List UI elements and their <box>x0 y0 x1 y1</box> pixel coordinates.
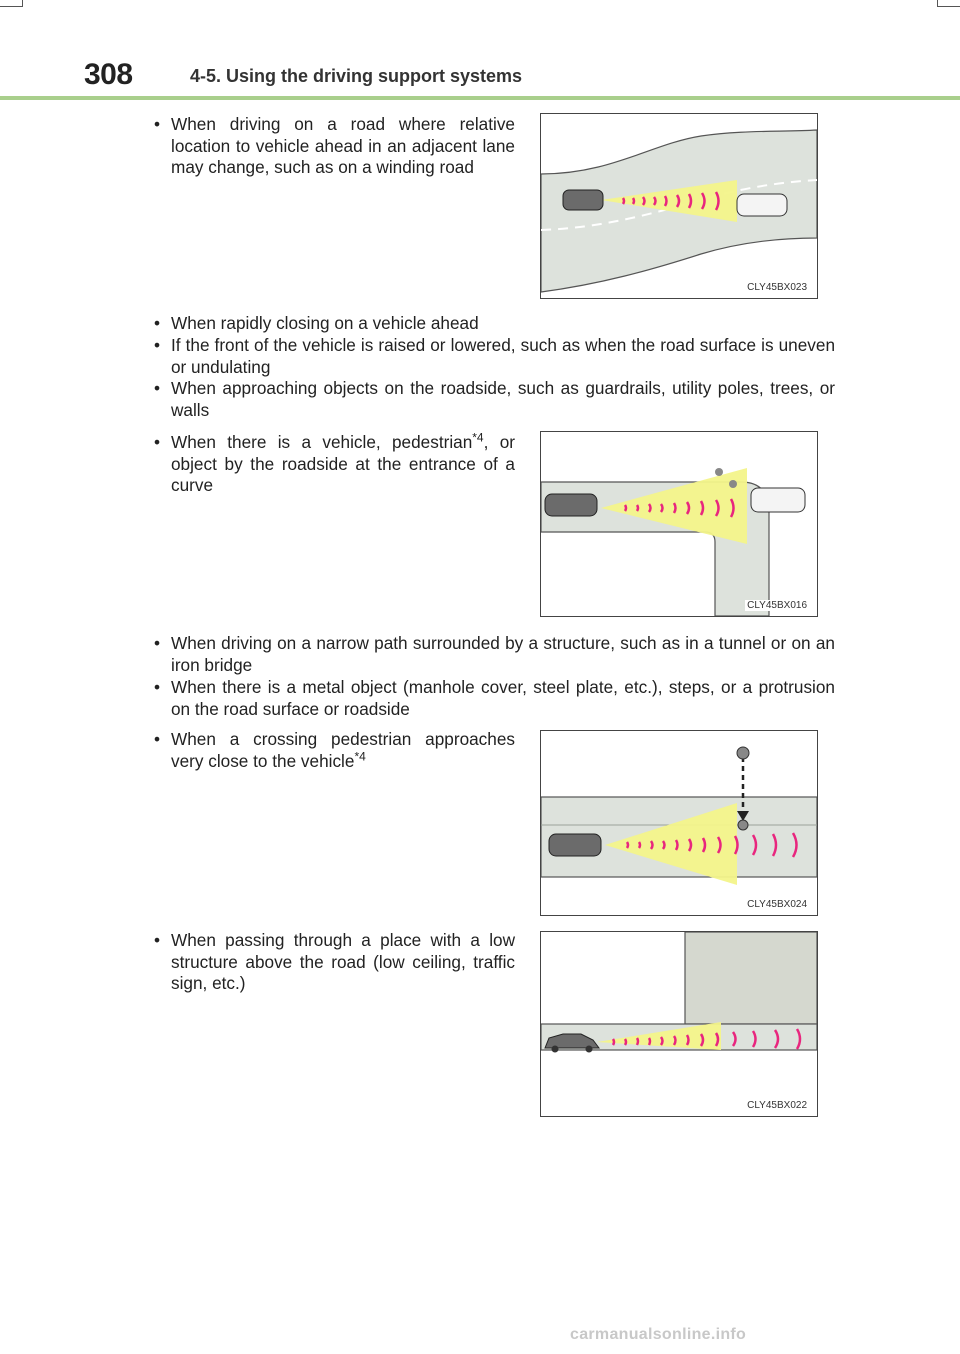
bullet: • <box>154 114 161 134</box>
bullet: • <box>154 633 161 653</box>
list-item-front-raised <box>154 335 835 378</box>
header-rule <box>0 96 960 100</box>
section-title: 4-5. Using the driving support systems <box>190 66 523 86</box>
list-item-curve-entrance <box>154 430 515 497</box>
vehicle-ahead <box>751 488 805 512</box>
bullet: • <box>154 335 161 355</box>
bullet: • <box>154 729 161 749</box>
list-item-low-structure <box>154 930 515 995</box>
list-item-rapid-closing <box>154 313 835 335</box>
list-item-crossing-pedestrian <box>154 729 515 772</box>
own-vehicle <box>545 494 597 516</box>
pedestrian-start <box>737 747 749 759</box>
bullet: • <box>154 930 161 950</box>
item-text: If the front of the vehicle is raised or lowered, such as when the road surface is uneven or undulating <box>171 335 835 377</box>
item-text: When approaching objects on the roadside, such as guardrails, utility poles, trees, or walls <box>171 378 835 420</box>
curve-illustration <box>541 432 817 616</box>
figure-winding-road <box>540 113 818 299</box>
watermark: carmanualsonline.info <box>570 1326 747 1343</box>
crop-mark-left <box>0 0 23 7</box>
footnote-ref: *4 <box>354 748 366 763</box>
list-item-narrow-path <box>154 633 835 676</box>
page-header <box>84 56 960 96</box>
list-item-metal-object <box>154 677 835 720</box>
figure-code: CLY45BX016 <box>747 600 807 611</box>
own-vehicle <box>549 834 601 856</box>
pedestrian-marker <box>715 468 723 476</box>
item-text: When passing through a place with a low structure above the road (low ceiling, traffic sign, etc.) <box>171 930 515 993</box>
crossing-illustration <box>541 731 817 915</box>
bullet: • <box>154 677 161 697</box>
figure-curve-entrance <box>540 431 818 617</box>
bullet: • <box>154 432 161 452</box>
pedestrian-marker <box>729 480 737 488</box>
footnote-ref: *4 <box>472 430 484 445</box>
page-number: 308 <box>84 58 133 91</box>
figure-code: CLY45BX024 <box>747 899 807 910</box>
list-item-roadside-objects <box>154 378 835 421</box>
item-text: When driving on a road where relative location to vehicle ahead in an adjacent lane may change, such as on a winding road <box>171 114 515 177</box>
low-structure-illustration <box>541 932 817 1116</box>
winding-road-illustration <box>541 114 817 298</box>
crop-mark-right <box>937 0 960 7</box>
figure-code: CLY45BX023 <box>747 282 807 293</box>
item-text-b: , or object by the roadside at the entrance of a curve <box>171 432 515 495</box>
own-vehicle <box>563 190 603 210</box>
figure-low-structure <box>540 931 818 1117</box>
list-item-winding-road <box>154 114 515 179</box>
bullet: • <box>154 378 161 398</box>
item-text: When there is a metal object (manhole cover, steel plate, etc.), steps, or a protrusion on the road surface or roadside <box>171 677 835 719</box>
item-text: When a crossing pedestrian approaches very close to the vehicle <box>171 729 515 771</box>
item-text: When driving on a narrow path surrounded by a structure, such as in a tunnel or on an iron bridge <box>171 633 835 675</box>
vehicle-ahead <box>737 194 787 216</box>
pedestrian-near <box>738 820 748 830</box>
item-text: When rapidly closing on a vehicle ahead <box>171 313 479 333</box>
figure-crossing-pedestrian <box>540 730 818 916</box>
bullet: • <box>154 313 161 333</box>
item-text-a: When there is a vehicle, pedestrian <box>171 432 473 452</box>
overhead-structure <box>685 932 817 1024</box>
figure-code: CLY45BX022 <box>747 1100 807 1111</box>
